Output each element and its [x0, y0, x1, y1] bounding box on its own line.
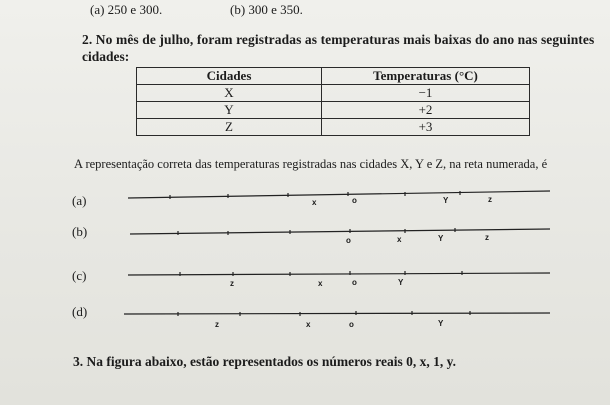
question-3-text: 3. Na figura abaixo, estão representados os números reais 0, x, 1, y. — [73, 354, 457, 369]
mark-label: z — [215, 320, 219, 329]
mark-label: z — [230, 279, 234, 288]
option-d-label[interactable]: (d) — [72, 304, 88, 319]
mark-label: o — [352, 196, 357, 205]
option-a-label[interactable]: (a) — [72, 193, 87, 208]
header-cities: Cidades — [137, 68, 322, 85]
mark-label: x — [397, 235, 402, 244]
number-line-c — [128, 271, 550, 276]
mark-label: x — [306, 320, 311, 329]
option-c-label[interactable]: (c) — [72, 268, 87, 283]
question-2-text: 2. No mês de julho, foram registradas as temperaturas mais baixas do ano nas seguintes — [82, 32, 595, 47]
mark-label: z — [485, 233, 489, 242]
mark-label: Y — [398, 278, 404, 287]
mark-label: Y — [438, 234, 444, 243]
mark-label: Y — [443, 196, 449, 205]
question-2-prompt: A representação correta das temperaturas registradas nas cidades X, Y e Z, na reta numerada, é — [74, 157, 548, 171]
mark-label: o — [349, 320, 354, 329]
option-b-previous: (b) 300 e 350. — [230, 2, 303, 17]
mark-label: z — [488, 195, 492, 204]
city-cell: X — [137, 85, 322, 102]
number-line-a — [128, 191, 550, 199]
mark-label: o — [352, 278, 357, 287]
city-cell: Z — [137, 119, 322, 136]
mark-label: Y — [438, 319, 444, 328]
mark-label: x — [312, 198, 317, 207]
city-cell: Y — [137, 102, 322, 119]
mark-label: o — [346, 236, 351, 245]
option-b-label[interactable]: (b) — [72, 224, 88, 239]
temp-cell: +2 — [322, 102, 530, 119]
question-2-text-cont: cidades: — [82, 49, 130, 64]
temp-cell: +3 — [322, 119, 530, 136]
header-temperatures: Temperaturas (°C) — [322, 68, 530, 85]
number-line-d — [124, 311, 550, 316]
temp-cell: −1 — [322, 85, 530, 102]
mark-label: x — [318, 279, 323, 288]
option-a-previous: (a) 250 e 300. — [90, 2, 163, 17]
